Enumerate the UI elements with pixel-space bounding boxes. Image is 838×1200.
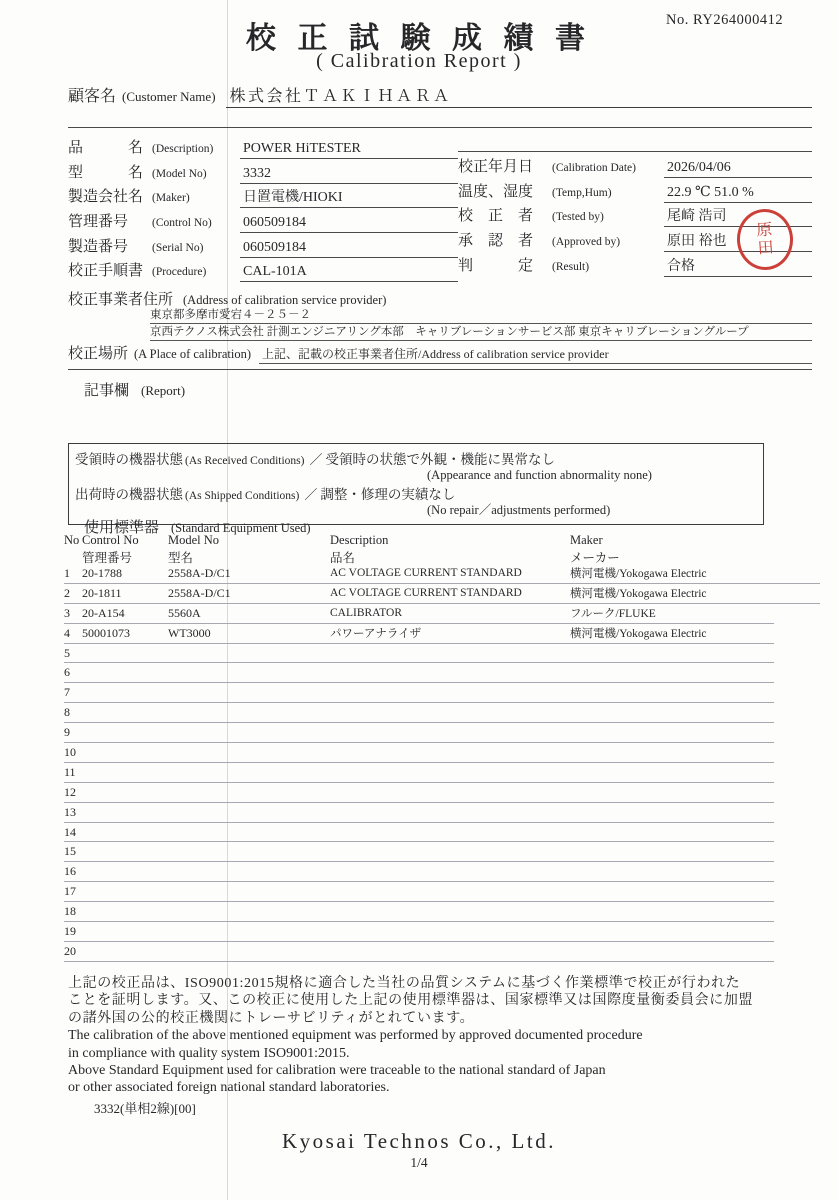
field-label-en: (Control No) <box>152 217 212 230</box>
table-row <box>64 922 774 942</box>
statement-en <box>68 1027 828 1096</box>
divider-middle <box>68 369 812 370</box>
customer-label-jp: 顧客名 <box>68 88 117 105</box>
cell-no: 12 <box>64 784 76 799</box>
table-row <box>64 842 774 862</box>
cell-model-no: 5560A <box>168 605 201 620</box>
report-note-label-jp: 記事欄 <box>84 383 130 399</box>
as-received-text-en: (Appearance and function abnormality none) <box>427 468 652 482</box>
cell-no: 17 <box>64 884 76 899</box>
cell-model-no: WT3000 <box>168 625 211 640</box>
table-row <box>64 902 774 922</box>
statement-en-line: or other associated foreign national standard laboratories. <box>68 1080 390 1096</box>
header-description-jp: 品名 <box>330 551 356 565</box>
calibration-place-row <box>68 342 812 364</box>
field-label-en: (Result) <box>552 260 590 273</box>
field-label-jp: 校正年月日 <box>458 159 534 175</box>
table-row <box>64 663 774 683</box>
field-label-jp: 校 正 者 <box>458 208 534 225</box>
field-row <box>68 136 458 161</box>
as-shipped-text-jp: 調整・修理の実績なし <box>320 487 456 502</box>
header-no: No <box>64 533 80 547</box>
provider-address-line1: 東京都多摩市愛宕４－２５－２ <box>150 306 812 324</box>
table-row <box>64 564 820 584</box>
field-label-jp: 製造会社名 <box>68 189 144 206</box>
cell-no: 1 <box>64 565 70 580</box>
field-label-en: (Model No) <box>152 167 207 180</box>
report-note-label-en: (Report) <box>141 383 186 398</box>
field-row <box>458 180 812 205</box>
header-control-no: Control No <box>82 533 139 547</box>
field-label-en: (Maker) <box>152 192 190 205</box>
page-number: 1/4 <box>410 1155 428 1170</box>
table-row <box>64 763 774 783</box>
field-row <box>68 210 458 235</box>
cell-model-no: 2558A-D/C1 <box>168 565 231 580</box>
field-value: 3332 <box>240 166 458 184</box>
statement-jp <box>68 975 828 1027</box>
field-label-jp: 判 定 <box>458 257 534 274</box>
cell-no: 9 <box>64 725 70 740</box>
conditions-box <box>68 443 764 525</box>
table-row <box>64 584 820 604</box>
field-label-en: (Temp,Hum) <box>552 186 612 199</box>
cell-control-no: 20-A154 <box>82 605 125 620</box>
table-row <box>64 723 774 743</box>
header-description: Description <box>330 533 389 547</box>
field-label-jp: 製造番号 <box>68 238 129 255</box>
field-row <box>68 235 458 260</box>
cell-no: 3 <box>64 605 70 620</box>
field-label-jp: 校正手順書 <box>68 263 144 280</box>
cell-no: 19 <box>64 923 76 938</box>
header-maker: Maker <box>570 533 603 547</box>
as-received-row <box>75 448 757 468</box>
cell-control-no: 50001073 <box>82 625 130 640</box>
table-row <box>64 703 774 723</box>
field-value: 日置電機/HIOKI <box>240 186 458 208</box>
statement-en-line: Above Standard Equipment used for calibration were traceable to the national standard of Japan <box>68 1062 606 1078</box>
field-label-jp: 温度、湿度 <box>458 183 534 200</box>
cell-no: 6 <box>64 665 70 680</box>
cell-no: 7 <box>64 685 70 700</box>
field-value: POWER HiTESTER <box>240 141 458 159</box>
field-label-jp: 型 名 <box>68 164 144 181</box>
field-value: 060509184 <box>240 240 458 258</box>
cell-no: 4 <box>64 625 70 640</box>
cell-no: 11 <box>64 764 76 779</box>
slash-separator: ／ <box>304 487 318 502</box>
report-title-en: ( Calibration Report ) <box>316 50 522 72</box>
table-row <box>64 803 774 823</box>
as-received-text-jp: 受領時の状態で外観・機能に異常なし <box>325 452 555 467</box>
cell-no: 13 <box>64 804 76 819</box>
device-fields <box>68 136 458 284</box>
header-maker-jp: メーカー <box>570 551 620 565</box>
statement-en-line: The calibration of the above mentioned equipment was performed by approved documented procedure <box>68 1028 643 1044</box>
field-label-en: (Description) <box>152 143 214 155</box>
table-row <box>64 942 774 962</box>
cell-description: パワーアナライザ <box>330 628 422 641</box>
customer-label-en: (Customer Name) <box>122 89 216 104</box>
field-row <box>68 259 458 284</box>
slash-separator: ／ <box>309 452 323 467</box>
statement-jp-line: ことを証明します。又、この校正に使用した上記の使用標準器は、国家標準又は国際度量衡委員会に加盟 <box>68 993 754 1009</box>
cell-no: 5 <box>64 645 70 660</box>
cell-model-no: 2558A-D/C1 <box>168 585 231 600</box>
field-row <box>458 155 812 180</box>
field-label-en: (Calibration Date) <box>552 162 636 174</box>
provider-address-label-jp: 校正事業者住所 <box>68 292 174 308</box>
place-label-en: (A Place of calibration) <box>134 347 251 361</box>
field-label-en: (Approved by) <box>552 236 621 249</box>
field-row <box>68 185 458 210</box>
header-model-no: Model No <box>168 533 220 547</box>
field-label-en: (Tested by) <box>552 211 604 224</box>
field-label-jp: 承 認 者 <box>458 233 534 250</box>
as-shipped-label-en: (As Shipped Conditions) <box>185 490 300 502</box>
provider-address-line2: 京西テクノス株式会社 計測エンジニアリング本部 キャリブレーションサービス部 東京キャリブレーショングループ <box>150 323 812 341</box>
cell-maker: 横河電機/Yokogawa Electric <box>570 568 707 581</box>
cell-control-no: 20-1811 <box>82 585 122 600</box>
table-row <box>64 683 774 703</box>
field-value: CAL-101A <box>240 264 458 282</box>
statement-jp-line: の諸外国の公的校正機関にトレーサビリティがとれています。 <box>68 1010 475 1026</box>
document-number: No. RY264000412 <box>666 12 784 28</box>
cell-no: 14 <box>64 824 76 839</box>
table-row <box>64 624 774 644</box>
table-row <box>64 823 774 843</box>
as-received-label-jp: 受領時の機器状態 <box>75 452 183 467</box>
header-model-no-jp: 型名 <box>168 551 194 565</box>
cell-maker: 横河電機/Yokogawa Electric <box>570 628 707 641</box>
field-value: 尾崎 浩司 <box>664 205 812 227</box>
cell-no: 16 <box>64 864 76 879</box>
cell-no: 8 <box>64 705 70 720</box>
cell-maker: 横河電機/Yokogawa Electric <box>570 588 707 601</box>
field-value: 060509184 <box>240 215 458 233</box>
field-label-jp: 品 名 <box>68 140 144 156</box>
table-row <box>64 882 774 902</box>
field-label-jp: 管理番号 <box>68 214 129 231</box>
table-row <box>64 644 774 664</box>
as-shipped-row <box>75 483 757 503</box>
stamp-char-bottom: 田 <box>757 238 775 258</box>
cell-description: AC VOLTAGE CURRENT STANDARD <box>330 587 522 600</box>
as-shipped-text-en: (No repair／adjustments performed) <box>427 503 611 517</box>
header-control-no-jp: 管理番号 <box>82 551 133 565</box>
cell-no: 10 <box>64 744 76 759</box>
equipment-title-jp: 使用標準器 <box>84 520 160 536</box>
model-configuration-note: 3332(単相2線)[00] <box>94 1101 196 1117</box>
table-row <box>64 783 774 803</box>
table-row <box>64 743 774 763</box>
statement-jp-line: 上記の校正品は、ISO9001:2015規格に適合した当社の品質システムに基づく作業標準で校正が行われた <box>68 976 741 991</box>
customer-row <box>68 83 812 108</box>
cell-no: 2 <box>64 585 70 600</box>
field-value: 合格 <box>664 255 812 277</box>
report-note-label <box>84 379 185 400</box>
cell-description: CALIBRATOR <box>330 607 402 620</box>
field-value: 2026/04/06 <box>664 160 812 178</box>
field-label-en: (Procedure) <box>152 266 207 279</box>
cell-no: 18 <box>64 904 76 919</box>
cell-no: 20 <box>64 943 76 958</box>
field-value: 22.9 ℃ 51.0 % <box>664 184 812 203</box>
table-row <box>64 862 774 882</box>
as-shipped-label-jp: 出荷時の機器状態 <box>75 487 183 502</box>
footer-company-name: Kyosai Technos Co., Ltd. <box>282 1129 556 1153</box>
cell-maker: フルーク/FLUKE <box>570 608 656 621</box>
equipment-title-en: (Standard Equipment Used) <box>171 521 311 535</box>
place-value: 上記、記載の校正事業者住所/Address of calibration service provider <box>259 345 812 364</box>
cell-description: AC VOLTAGE CURRENT STANDARD <box>330 567 522 580</box>
as-received-label-en: (As Received Conditions) <box>185 455 305 467</box>
equipment-header-en <box>64 533 820 548</box>
provider-address-label-en: (Address of calibration service provider) <box>183 293 387 307</box>
equipment-table <box>64 564 820 962</box>
cell-control-no: 20-1788 <box>82 565 122 580</box>
field-label-en: (Serial No) <box>152 241 204 254</box>
field-value: 原田 裕也 <box>664 230 812 252</box>
field-row <box>68 161 458 186</box>
report-title-jp: 校 正 試 験 成 績 書 <box>246 22 592 55</box>
stamp-char-top: 原 <box>755 221 773 240</box>
divider-top <box>68 127 812 128</box>
traceability-statement <box>68 975 828 1117</box>
cell-no: 15 <box>64 844 76 859</box>
place-label-jp: 校正場所 <box>68 346 129 362</box>
customer-name-value: 株式会社ＴＡＫＩＨＡＲＡ <box>226 83 812 108</box>
table-row <box>64 604 774 624</box>
statement-en-line: in compliance with quality system ISO9001:2015. <box>68 1045 350 1061</box>
